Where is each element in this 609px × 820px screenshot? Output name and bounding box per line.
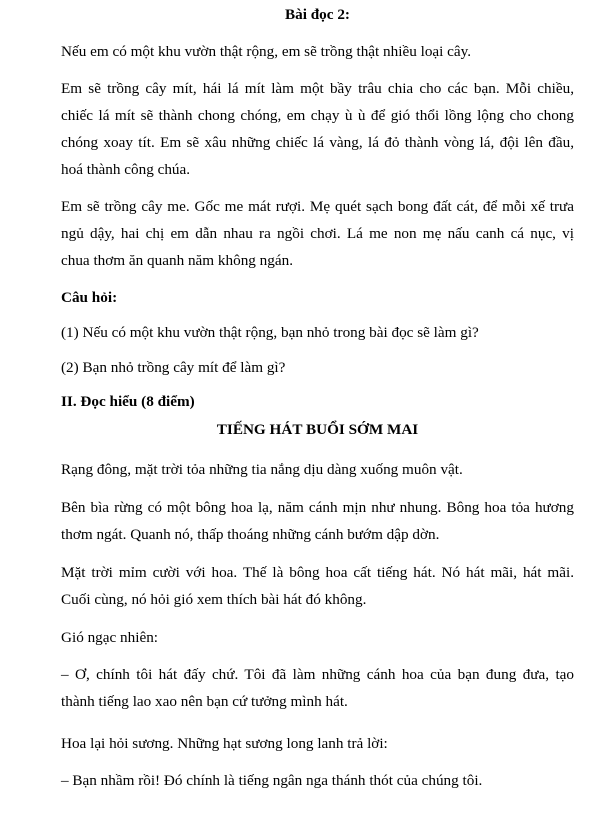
- paragraph-line: Nếu em có một khu vườn thật rộng, em sẽ trồng thật nhiều loại cây.: [61, 43, 472, 60]
- paragraph-line: chóng xoay tít. Em sẽ xâu những chiếc lá vàng, lá đỏ thành vòng lá, đội lên đầu,: [61, 134, 574, 151]
- story-title: TIẾNG HÁT BUỔI SỚM MAI: [216, 421, 419, 438]
- story-line: Cuối cùng, nó hỏi gió xem thích bài hát đó không.: [61, 591, 367, 608]
- question-2: (2) Bạn nhỏ trồng cây mít để làm gì?: [61, 359, 286, 376]
- story-line: – Bạn nhầm rồi! Đó chính là tiếng ngân nga thánh thót của chúng tôi.: [61, 772, 483, 789]
- story-line: thành tiếng lao xao nên bạn cứ tưởng mình hát.: [61, 693, 348, 710]
- story-line: Hoa lại hỏi sương. Những hạt sương long lanh trả lời:: [61, 735, 388, 752]
- question-1: (1) Nếu có một khu vườn thật rộng, bạn nhỏ trong bài đọc sẽ làm gì?: [61, 324, 479, 341]
- questions-heading: Câu hỏi:: [61, 289, 118, 306]
- paragraph-line: hoá thành công chúa.: [61, 161, 191, 178]
- story-line: – Ơ, chính tôi hát đấy chứ. Tôi đã làm những cánh hoa của bạn đung đưa, tạo: [61, 666, 574, 683]
- section-2-heading: II. Đọc hiểu (8 điểm): [61, 393, 195, 410]
- paragraph-line: ngủ dậy, hai chị em dẫn nhau ra ngồi chơi. Lá me non mẹ nấu canh cá nục, vị: [61, 225, 574, 242]
- paragraph-line: Em sẽ trồng cây mít, hái lá mít làm một bầy trâu chia cho các bạn. Mỗi chiều,: [61, 80, 574, 97]
- paragraph-line: Em sẽ trồng cây me. Gốc me mát rượi. Mẹ quét sạch bong đất cát, để mỗi xế trưa: [61, 198, 574, 215]
- reading-2-heading: Bài đọc 2:: [285, 6, 350, 23]
- story-line: Mặt trời mỉm cười với hoa. Thế là bông hoa cất tiếng hát. Nó hát mãi, hát mãi.: [61, 564, 574, 581]
- story-line: Rạng đông, mặt trời tỏa những tia nắng dịu dàng xuống muôn vật.: [61, 461, 463, 478]
- paragraph-line: chiếc lá mít sẽ thành chong chóng, em chạy ù ù để gió thổi lồng lộng cho chong: [61, 107, 574, 124]
- story-line: thơm ngát. Quanh nó, thấp thoáng những cánh bướm dập dờn.: [61, 526, 440, 543]
- story-line: Gió ngạc nhiên:: [61, 629, 159, 646]
- story-line: Bên bìa rừng có một bông hoa lạ, năm cánh mịn như nhung. Bông hoa tỏa hương: [61, 499, 574, 516]
- paragraph-line: chua thơm ăn quanh năm không ngán.: [61, 252, 293, 269]
